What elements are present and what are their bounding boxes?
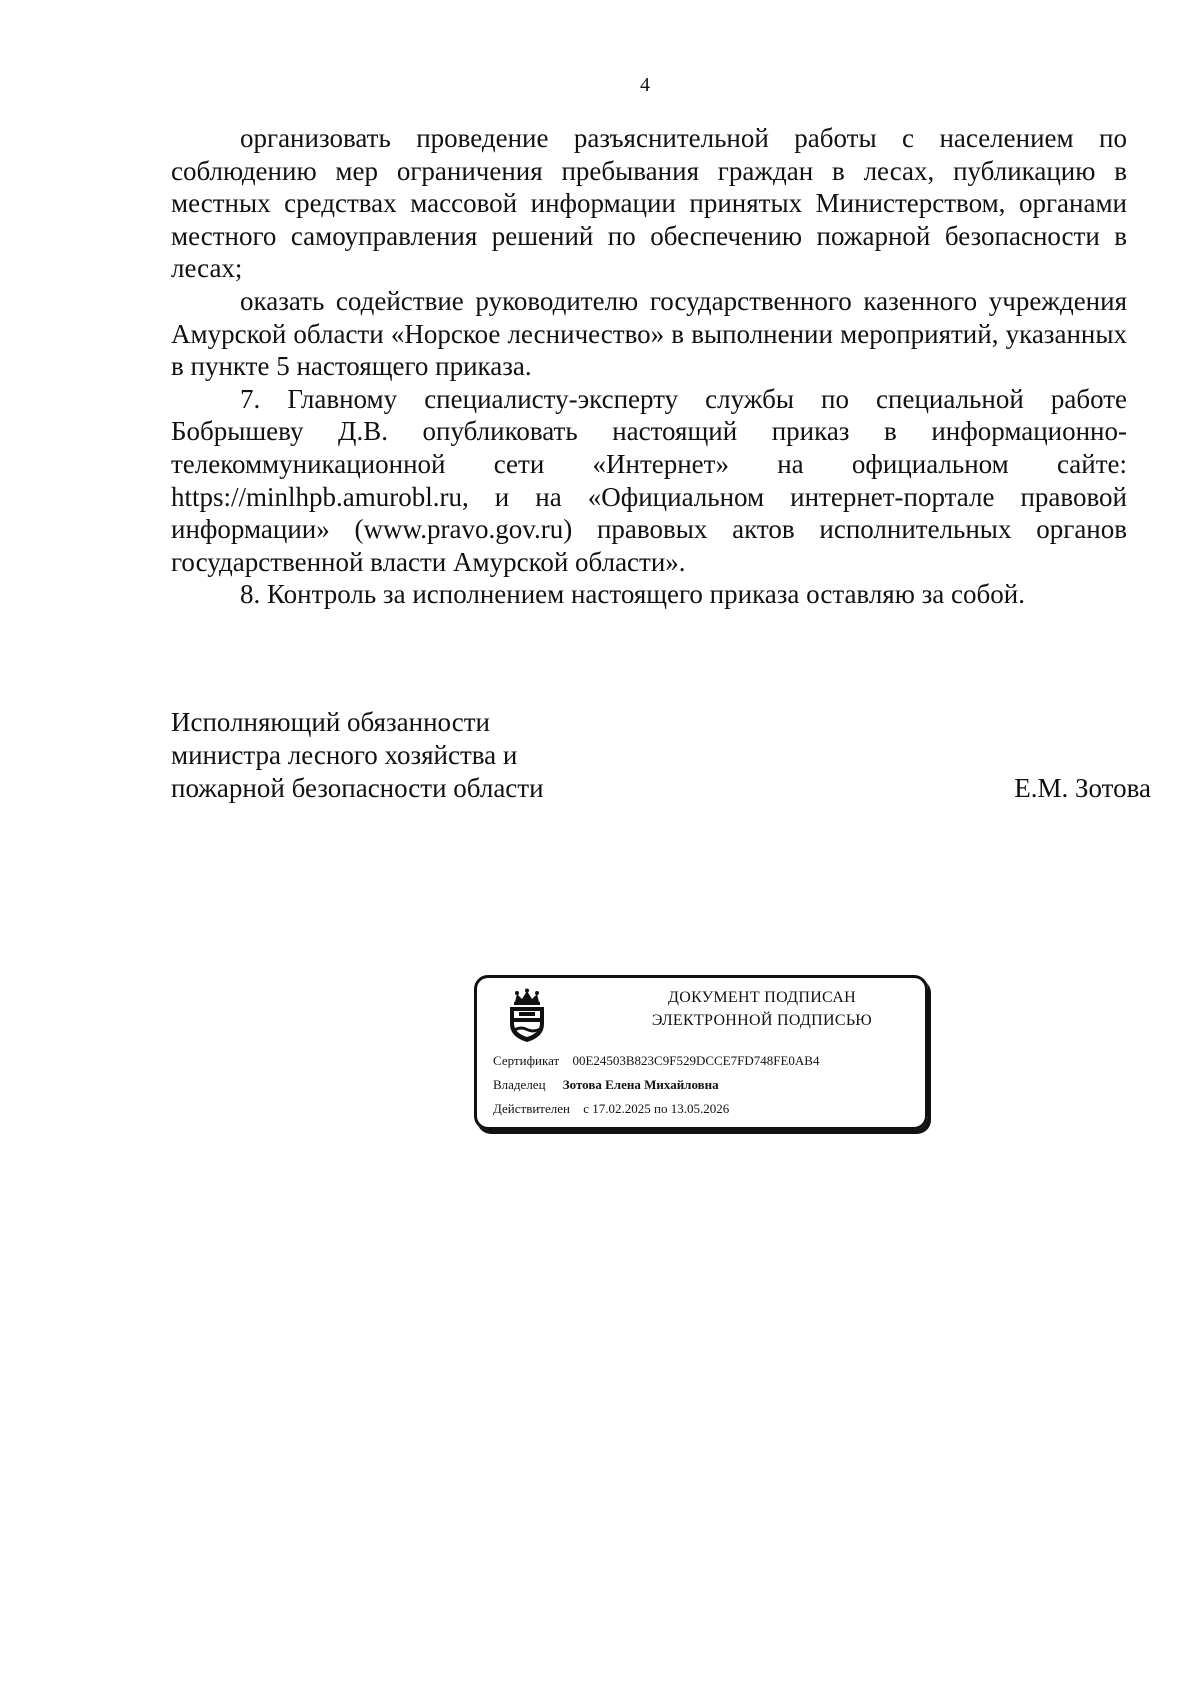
signer-title-line: министра лесного хозяйства и	[171, 740, 518, 770]
stamp-certificate-row	[493, 1053, 819, 1069]
certificate-label: Сертификат	[493, 1053, 560, 1068]
electronic-signature-stamp	[474, 975, 928, 1130]
signer-title-line: пожарной безопасности области	[171, 773, 544, 803]
paragraph-item-8: 8. Контроль за исполнением настоящего приказа оставляю за собой.	[240, 579, 1025, 610]
owner-value: Зотова Елена Михайловна	[562, 1077, 719, 1092]
page-number: 4	[640, 74, 650, 96]
signer-title-line: Исполняющий обязанности	[171, 707, 490, 737]
stamp-header-signed: ДОКУМЕНТ ПОДПИСАН	[668, 989, 856, 1006]
validity-label: Действителен	[493, 1101, 570, 1116]
stamp-owner-row	[493, 1077, 719, 1093]
stamp-header-electronic: ЭЛЕКТРОННОЙ ПОДПИСЬЮ	[651, 1012, 873, 1029]
certificate-value: 00E24503B823C9F529DCCE7FD748FE0AB4	[572, 1053, 820, 1068]
coat-of-arms-icon	[503, 988, 551, 1044]
document-body	[171, 122, 1127, 611]
signature-block	[171, 706, 1151, 805]
validity-value: с 17.02.2025 по 13.05.2026	[583, 1101, 730, 1116]
paragraph-item-7: 7. Главному специалисту-эксперту службы по специальной работе Бобрышеву Д.В. опубликовать настоящий приказ в информационно-телекоммуникационной сети «Интернет» на официальном сайте: https://minlhpb.amurobl.ru, и на «Официальном интернет-портале правовой информации» (www.pravo.gov.ru) правовых актов исполнительных органов государственной власти Амурской области».	[171, 383, 1127, 577]
paragraph-assistance: оказать содействие руководителю государственного казенного учреждения Амурской области «Норское лесничество» в выполнении мероприятий, указанных в пункте 5 настоящего приказа.	[171, 285, 1127, 382]
owner-label: Владелец	[493, 1077, 546, 1092]
stamp-validity-row	[493, 1101, 729, 1117]
signer-name: Е.М. Зотова	[1014, 773, 1151, 803]
paragraph-explanatory-work: организовать проведение разъяснительной работы с населением по соблюдению мер ограничения пребывания граждан в лесах, публикацию в местных средствах массовой информации принятых Министерством, органами местного самоуправления решений по обеспечению пожарной безопасности в лесах;	[171, 123, 1127, 284]
